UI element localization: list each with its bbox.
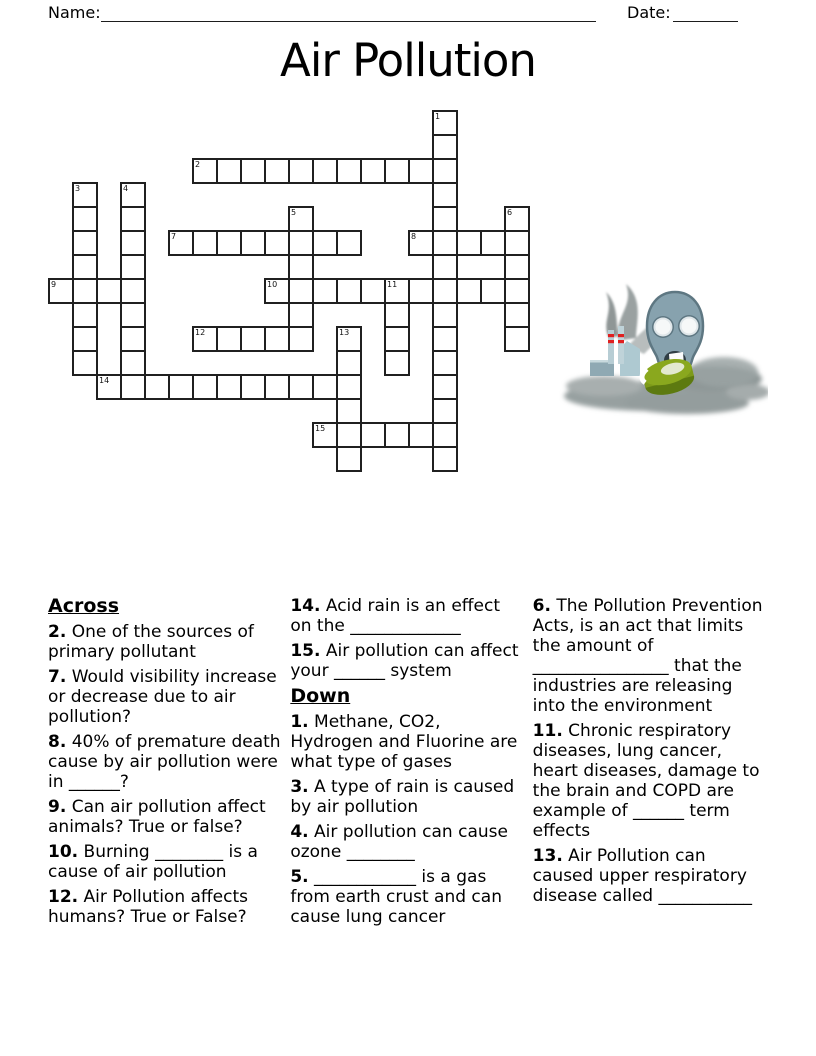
grid-cell [72,350,98,376]
grid-cell [432,374,458,400]
clue-down-13: 13. Air Pollution can caused upper respiratory disease called ___________ [532,846,752,906]
grid-cell [216,230,242,256]
grid-cell [192,230,218,256]
grid-cell [456,278,482,304]
grid-cell [264,158,290,184]
grid-cell [216,374,242,400]
grid-cell [264,278,290,304]
clue-across-7: 7. Would visibility increase or decrease due to air pollution? [48,667,277,727]
grid-cell [432,134,458,160]
grid-cell [432,182,458,208]
grid-cell [384,278,410,304]
grid-cell [432,446,458,472]
grid-cell [336,422,362,448]
clue-down-11: 11. Chronic respiratory diseases, lung cancer, heart diseases, damage to the brain and COPD are example of ______ term effects [532,721,760,841]
grid-cell-number: 2 [195,160,201,169]
clue-down-5: 5. ____________ is a gas from earth crust and can cause lung cancer [290,867,502,927]
clue-number: 7. [48,667,67,687]
clue-number: 5. [290,867,309,887]
clues-section [48,596,766,1008]
clue-number: 1. [290,712,309,732]
grid-cell [288,326,314,352]
grid-cell [432,350,458,376]
clue-across-12: 12. Air Pollution affects humans? True or False? [48,887,248,927]
clue-number: 12. [48,887,79,907]
grid-cell [96,278,122,304]
grid-cell [504,254,530,280]
grid-cell [432,326,458,352]
grid-cell [96,374,122,400]
clue-down-1: 1. Methane, CO2, Hydrogen and Fluorine are what type of gases [290,712,518,772]
clue-number: 9. [48,797,67,817]
grid-cell [240,158,266,184]
grid-cell [504,206,530,232]
grid-cell-number: 12 [195,328,206,337]
grid-cell [456,230,482,256]
grid-cell [240,326,266,352]
grid-cell [432,398,458,424]
grid-cell [240,230,266,256]
clue-number: 2. [48,622,67,642]
clue-number: 15. [290,641,321,661]
grid-cell-number: 10 [267,280,278,289]
grid-cell [336,230,362,256]
grid-cell [264,374,290,400]
grid-cell [432,230,458,256]
grid-cell [336,350,362,376]
clue-number: 13. [532,846,563,866]
grid-cell [384,350,410,376]
grid-cell [288,230,314,256]
grid-cell [168,230,194,256]
grid-cell [312,374,338,400]
clue-number: 6. [532,596,551,616]
grid-cell-number: 9 [51,280,57,289]
grid-cell [120,302,146,328]
grid-cell [336,278,362,304]
grid-cell [360,422,386,448]
grid-cell [336,398,362,424]
grid-cell-number: 4 [123,184,129,193]
grid-cell [408,158,434,184]
grid-cell [48,278,74,304]
grid-cell [312,230,338,256]
grid-cell [432,422,458,448]
grid-cell [432,206,458,232]
grid-cell [384,422,410,448]
grid-cell-number: 7 [171,232,177,241]
grid-cell [216,326,242,352]
date-label: Date: [627,3,671,22]
name-blank-line [101,6,596,22]
grid-cell [480,278,506,304]
grid-cell [192,326,218,352]
clue-across-2: 2. One of the sources of primary pollutant [48,622,254,662]
clue-number: 4. [290,822,309,842]
grid-cell [120,230,146,256]
grid-cell [72,230,98,256]
clue-number: 10. [48,842,79,862]
grid-cell [288,278,314,304]
grid-cell [504,278,530,304]
grid-cell [336,158,362,184]
grid-cell [408,278,434,304]
grid-cell [288,374,314,400]
grid-cell [264,230,290,256]
grid-cell-number: 13 [339,328,350,337]
name-label: Name: [48,3,101,22]
grid-cell [384,326,410,352]
grid-cell-number: 5 [291,208,297,217]
grid-cell [264,326,290,352]
grid-cell-number: 1 [435,112,441,121]
date-blank-line [673,6,738,22]
grid-cell-number: 3 [75,184,81,193]
grid-cell [312,422,338,448]
grid-cell [336,446,362,472]
clue-number: 11. [532,721,563,741]
grid-cell [432,254,458,280]
clue-across-10: 10. Burning ________ is a cause of air pollution [48,842,258,882]
grid-cell-number: 11 [387,280,398,289]
clue-number: 8. [48,732,67,752]
grid-cell [336,374,362,400]
grid-cell [72,254,98,280]
grid-cell [504,230,530,256]
grid-cell-number: 8 [411,232,417,241]
clue-number: 14. [290,596,321,616]
grid-cell [432,158,458,184]
crossword-grid [48,110,532,474]
grid-cell [360,278,386,304]
grid-cell [408,230,434,256]
grid-cell [432,278,458,304]
grid-cell [288,206,314,232]
grid-cell [192,374,218,400]
grid-cell [240,374,266,400]
grid-cell [120,326,146,352]
across-heading: Across [48,595,120,617]
grid-cell [360,158,386,184]
grid-cell [72,302,98,328]
grid-cell [408,422,434,448]
grid-cell [312,158,338,184]
grid-cell [144,374,170,400]
grid-cell [288,158,314,184]
clue-down-3: 3. A type of rain is caused by air pollution [290,777,515,817]
clue-number: 3. [290,777,309,797]
grid-cell [432,110,458,136]
grid-cell-number: 6 [507,208,513,217]
grid-cell [288,302,314,328]
grid-cell [384,158,410,184]
grid-cell [120,374,146,400]
grid-cell-number: 14 [99,376,110,385]
grid-cell [72,206,98,232]
grid-cell [120,182,146,208]
grid-cell [72,326,98,352]
grid-cell [120,350,146,376]
clue-down-6: 6. The Pollution Prevention Acts, is an act that limits the amount of ________________ that the industries are releasing into the environment [532,596,763,716]
grid-cell [384,302,410,328]
grid-cell [336,326,362,352]
grid-cell [72,278,98,304]
grid-cell [504,326,530,352]
down-heading: Down [290,685,351,707]
grid-cell [120,254,146,280]
page-title: Air Pollution [280,34,536,87]
grid-cell [504,302,530,328]
grid-cell [432,302,458,328]
clue-across-9: 9. Can air pollution affect animals? True or false? [48,797,266,837]
grid-cell [192,158,218,184]
clue-across-15: 15. Air pollution can affect your ______ system [290,641,519,681]
grid-cell-number: 15 [315,424,326,433]
clue-down-4: 4. Air pollution can cause ozone ________ [290,822,508,862]
grid-cell [480,230,506,256]
grid-cell [72,182,98,208]
grid-cell [288,254,314,280]
grid-cell [120,278,146,304]
grid-cell [216,158,242,184]
clue-across-8: 8. 40% of premature death cause by air pollution were in ______? [48,732,281,792]
pollution-illustration [552,276,768,428]
grid-cell [120,206,146,232]
clue-across-14: 14. Acid rain is an effect on the _____________ [290,596,500,636]
grid-cell [168,374,194,400]
grid-cell [312,278,338,304]
